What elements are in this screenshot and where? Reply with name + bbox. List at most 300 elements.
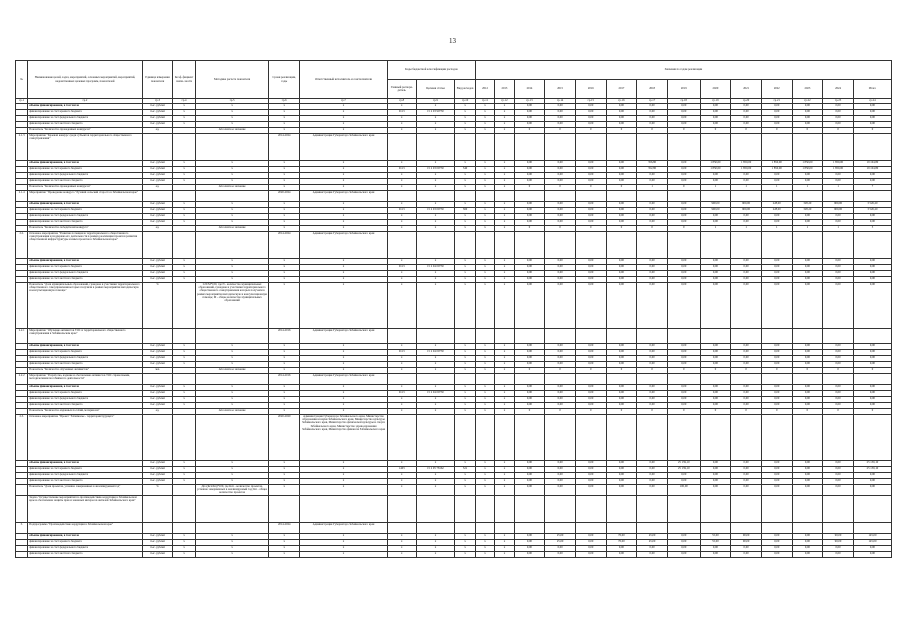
row-unit: тыс. рублей (142, 116, 173, 122)
row-method: x (195, 540, 269, 546)
row-chief-code (387, 415, 416, 461)
row-value-2023 (792, 232, 823, 259)
row-value-2015: 0,00 (545, 362, 576, 368)
row-value-2019: 0,00 (667, 179, 700, 185)
row-value-2018 (637, 523, 668, 534)
row-value-2014: 0,00 (514, 397, 545, 403)
row-article-code (416, 329, 455, 344)
row-responsible: x (300, 546, 388, 552)
row-value-2017: 0,00 (606, 167, 637, 173)
row-value-2012: x (475, 208, 494, 214)
row-value-2014: 0,00 (514, 534, 545, 540)
row-value-2020: 0,00 (700, 173, 731, 179)
header-responsible: Ответственный исполнитель и соисполнители (300, 61, 388, 99)
header-year-2019: 2019 (667, 80, 700, 99)
row-name: Основное мероприятие "Проект "Забайкалье - территория будущего" (28, 415, 142, 461)
table-row (16, 552, 892, 558)
row-value-2022 (761, 191, 792, 202)
row-value-2017: 0,00 (606, 283, 637, 329)
row-value-2023 (792, 496, 823, 523)
row-value-2014 (514, 329, 545, 344)
row-value-2014 (514, 415, 545, 461)
row-article-code: 15 2 04 09730 (416, 391, 455, 397)
row-value-2022: 0,00 (761, 356, 792, 362)
row-term: x (269, 461, 300, 467)
row-kind-code: x (455, 356, 475, 362)
row-number (16, 283, 28, 329)
row-value-2013: x (495, 226, 514, 232)
column-number: гр.19 (700, 99, 731, 104)
row-name: финансирование за счет местного бюджета (28, 179, 142, 185)
row-value-2017: 0,00 (606, 479, 637, 485)
row-kind-code: x (455, 128, 475, 134)
row-kind-code: x (455, 214, 475, 220)
header-budget-codes: Коды бюджетной классификации расходов (387, 61, 475, 80)
row-method: x (195, 344, 269, 350)
row-value-2024 (823, 329, 854, 344)
row-term: 2014-2024 (269, 134, 300, 161)
row-value-2012: x (475, 214, 494, 220)
row-coef: x (173, 202, 195, 208)
row-method (195, 232, 269, 259)
row-article-code: x (416, 403, 455, 409)
row-value-2023: 0,00 (792, 461, 823, 467)
row-responsible: x (300, 179, 388, 185)
row-value-2012: x (475, 356, 494, 362)
row-value-2013: x (495, 534, 514, 540)
row-value-2012 (475, 523, 494, 534)
row-coef: x (173, 467, 195, 473)
row-article-code: 15 2 03 90750 (416, 110, 455, 116)
row-article-code: x (416, 540, 455, 546)
row-value-2013: x (495, 116, 514, 122)
row-name: финансирование за счет местного бюджета (28, 479, 142, 485)
row-value-2022: 1 (761, 226, 792, 232)
row-value-2014: 0,00 (514, 110, 545, 116)
row-kind-code (455, 191, 475, 202)
row-responsible: x (300, 214, 388, 220)
row-unit: тыс. рублей (142, 473, 173, 479)
table-row (16, 485, 892, 496)
row-responsible: Администрация Губернатора Забайкальского края (300, 191, 388, 202)
row-value-2015: 0,00 (545, 552, 576, 558)
row-value-2017: 0,00 (606, 552, 637, 558)
row-kind-code: x (455, 277, 475, 283)
row-value-2021: 900,00 (731, 202, 762, 208)
row-value-2014: 0,00 (514, 208, 545, 214)
row-value-2019: 25 139,10 (667, 467, 700, 473)
row-value-2021: 1 850,00 (731, 161, 762, 167)
row-responsible: Администрация Губернатора Забайкальского края (300, 232, 388, 259)
row-value-2015: 0,00 (545, 265, 576, 271)
row-value-2021: 900,00 (731, 208, 762, 214)
row-value-2018: 0,00 (637, 362, 668, 368)
header-year-2015: 2015 (545, 80, 576, 99)
row-value-2017: 0 (606, 226, 637, 232)
row-value-2016: 0,00 (575, 259, 606, 265)
row-value-2023: 1 850,00 (792, 161, 823, 167)
row-value-2023: 0,00 (792, 344, 823, 350)
row-value-2020: 55,00 (700, 534, 731, 540)
row-value-2014: 0 (514, 409, 545, 415)
row-value-2018: 0 (637, 368, 668, 374)
row-number: 2.1.4 (16, 191, 28, 202)
row-value-2016 (575, 329, 606, 344)
row-value-2016 (575, 191, 606, 202)
row-term: 2014-2024 (269, 232, 300, 259)
row-article-code: x (416, 461, 455, 467)
row-kind-code: x (455, 391, 475, 397)
row-value-2015 (545, 329, 576, 344)
row-responsible (300, 496, 388, 523)
row-coef: x (173, 122, 195, 128)
row-value-2014: 0,00 (514, 202, 545, 208)
table-row (16, 374, 892, 385)
column-number: гр.8 (387, 99, 416, 104)
row-coef (173, 415, 195, 461)
row-name: объемы финансирования, в том числе (28, 344, 142, 350)
row-value-2017: 0,00 (606, 208, 637, 214)
row-value-2023: 0,00 (792, 534, 823, 540)
row-value-2019 (667, 415, 700, 461)
row-coef: x (173, 356, 195, 362)
row-value-2018: 0,00 (637, 467, 668, 473)
row-term: x (269, 540, 300, 546)
row-value-2014: 0,00 (514, 344, 545, 350)
row-value-2018 (637, 232, 668, 259)
row-value-2024 (823, 523, 854, 534)
row-method: x (195, 208, 269, 214)
row-value-2022: 0,00 (761, 461, 792, 467)
row-value-2016 (575, 415, 606, 461)
row-responsible: x (300, 368, 388, 374)
row-coef: x (173, 214, 195, 220)
row-name: объемы финансирования, в том числе (28, 161, 142, 167)
row-value-2019 (667, 232, 700, 259)
row-article-code: x (416, 385, 455, 391)
row-value-2012: x (475, 350, 494, 356)
row-value-2013: x (495, 214, 514, 220)
row-value-2021 (731, 329, 762, 344)
row-value-2021: 0,00 (731, 385, 762, 391)
program-table-container (15, 60, 892, 558)
row-value-2024: 0,00 (823, 350, 854, 356)
row-value-2015: 0,00 (545, 385, 576, 391)
row-value-2023: 0,00 (792, 403, 823, 409)
row-value-2014 (514, 232, 545, 259)
row-chief-code: 0113 (387, 110, 416, 116)
row-value-2021: 0,00 (731, 116, 762, 122)
row-value-2016 (575, 496, 606, 523)
row-method: x (195, 265, 269, 271)
row-value-2021: 0,00 (731, 265, 762, 271)
row-value-2022: 0,00 (761, 397, 792, 403)
row-chief-code: x (387, 259, 416, 265)
row-value-2024: 0,00 (823, 552, 854, 558)
row-value-2022: 0,00 (761, 534, 792, 540)
row-unit: тыс. рублей (142, 479, 173, 485)
row-chief-code: x (387, 485, 416, 496)
column-number: гр.7 (300, 99, 388, 104)
row-name: финансирование за счет краевого бюджета (28, 265, 142, 271)
row-value-2022: 0,00 (761, 546, 792, 552)
row-value-2015: 0,00 (545, 271, 576, 277)
row-coef: x (173, 461, 195, 467)
row-method: x (195, 220, 269, 226)
row-value-2013: x (495, 356, 514, 362)
row-value-2015: 25,00 (545, 540, 576, 546)
row-term: x (269, 271, 300, 277)
row-unit: тыс. рублей (142, 397, 173, 403)
header-year-2020: 2020 (700, 80, 731, 99)
row-name: финансирование за счет местного бюджета (28, 220, 142, 226)
row-value-2019: 0,00 (667, 116, 700, 122)
row-method: x (195, 202, 269, 208)
row-value-2021: 0,00 (731, 467, 762, 473)
row-value-2023: 0,00 (792, 546, 823, 552)
row-value-2018: 0,00 (637, 214, 668, 220)
row-unit: тыс. рублей (142, 220, 173, 226)
row-responsible: Администрация Губернатора Забайкальского края, Министерство образования и науки Забайкальского края, Министерство культуры Забайкальского края, Министерство физической культуры и спорта Забайкальского края, Министерство здравоохранения Забайкальского края, Министерство финансов Забайкальского края (300, 415, 388, 461)
row-responsible: x (300, 185, 388, 191)
row-value-2020 (700, 374, 731, 385)
row-name: финансирование за счет федерального бюджета (28, 397, 142, 403)
row-value-2012: x (475, 385, 494, 391)
row-kind-code: 521 (455, 467, 475, 473)
row-value-2022: 228,00 (761, 202, 792, 208)
row-term: x (269, 202, 300, 208)
row-name: объемы финансирования, в том числе (28, 385, 142, 391)
row-value-2023: 0 (792, 409, 823, 415)
row-value-2024: 0,00 (823, 277, 854, 283)
row-method: Абсолютное значение (195, 226, 269, 232)
row-method (195, 374, 269, 385)
row-total: 0,00 (853, 116, 891, 122)
row-method: Абсолютное значение (195, 409, 269, 415)
row-article-code: x (416, 161, 455, 167)
row-value-2023: 0,00 (792, 179, 823, 185)
row-article-code (416, 374, 455, 385)
row-method (195, 191, 269, 202)
row-kind-code: x (455, 161, 475, 167)
row-value-2024: 0,00 (823, 265, 854, 271)
row-value-2015: 0,00 (545, 397, 576, 403)
row-value-2016: 0,00 (575, 116, 606, 122)
row-total (853, 496, 891, 523)
row-total: 3 526,20 (853, 202, 891, 208)
row-responsible: x (300, 403, 388, 409)
row-value-2022: 0,00 (761, 540, 792, 546)
row-kind-code (455, 329, 475, 344)
row-kind-code: x (455, 350, 475, 356)
row-chief-code: x (387, 403, 416, 409)
row-value-2024 (823, 496, 854, 523)
row-value-2024: 0,00 (823, 473, 854, 479)
row-value-2021: 0 (731, 409, 762, 415)
row-unit: % (142, 485, 173, 496)
row-value-2014: 0,00 (514, 214, 545, 220)
row-coef: x (173, 277, 195, 283)
row-value-2022: 0,00 (761, 259, 792, 265)
row-value-2012 (475, 191, 494, 202)
row-value-2022: 0,00 (761, 391, 792, 397)
row-value-2014: 0,00 (514, 167, 545, 173)
row-value-2018: 0,00 (637, 461, 668, 467)
row-term: x (269, 167, 300, 173)
header-no: № (16, 61, 28, 99)
row-value-2022 (761, 232, 792, 259)
row-value-2015: 0,00 (545, 259, 576, 265)
row-value-2021: 0,00 (731, 283, 762, 329)
row-value-2022: 0 (761, 409, 792, 415)
row-coef: x (173, 167, 195, 173)
row-value-2024 (823, 191, 854, 202)
row-value-2013: x (495, 540, 514, 546)
row-total: 0,00 (853, 104, 891, 110)
row-value-2014: 0,00 (514, 179, 545, 185)
row-value-2017: 0,00 (606, 344, 637, 350)
row-value-2014: 0,00 (514, 403, 545, 409)
row-value-2023: 0,00 (792, 283, 823, 329)
row-value-2019: 0 (667, 185, 700, 191)
row-value-2021: 0,00 (731, 461, 762, 467)
row-value-2013: x (495, 173, 514, 179)
row-value-2012: x (475, 277, 494, 283)
row-value-2024: 0,00 (823, 461, 854, 467)
row-value-2014: 0,00 (514, 283, 545, 329)
row-value-2019: 0,00 (667, 271, 700, 277)
row-unit (142, 523, 173, 534)
row-responsible: x (300, 104, 388, 110)
row-value-2023: 0,00 (792, 397, 823, 403)
row-unit (142, 374, 173, 385)
row-name: финансирование за счет местного бюджета (28, 403, 142, 409)
row-value-2024: 0 (823, 409, 854, 415)
row-total: 0,00 (853, 259, 891, 265)
row-coef: x (173, 173, 195, 179)
row-chief-code: x (387, 397, 416, 403)
row-name: Показатель "Количество проведенных конкурсов" (28, 128, 142, 134)
row-article-code: x (416, 473, 455, 479)
row-value-2017: 0,00 (606, 467, 637, 473)
row-chief-code: x (387, 546, 416, 552)
row-value-2017: 0,00 (606, 391, 637, 397)
row-value-2020: 1 850,00 (700, 167, 731, 173)
row-term: x (269, 473, 300, 479)
row-total: 0 (853, 128, 891, 134)
column-number: гр.9 (416, 99, 455, 104)
row-chief-code: 0113 (387, 350, 416, 356)
row-value-2012: x (475, 259, 494, 265)
row-kind-code: x (455, 259, 475, 265)
row-value-2022 (761, 523, 792, 534)
row-value-2023: 0,00 (792, 485, 823, 496)
row-responsible: x (300, 283, 388, 329)
header-year-2012: 2012 (475, 80, 494, 99)
row-responsible: x (300, 265, 388, 271)
row-value-2013 (495, 374, 514, 385)
row-value-2024: 0,00 (823, 110, 854, 116)
row-chief-code: x (387, 214, 416, 220)
row-name: финансирование за счет краевого бюджета (28, 208, 142, 214)
table-row (16, 523, 892, 534)
row-value-2017: 0,00 (606, 116, 637, 122)
row-value-2014: 0,00 (514, 485, 545, 496)
row-method (195, 523, 269, 534)
row-coef (173, 374, 195, 385)
row-value-2013 (495, 523, 514, 534)
row-coef: x (173, 161, 195, 167)
row-value-2019 (667, 191, 700, 202)
row-value-2014: 0,00 (514, 552, 545, 558)
row-value-2015: 0,00 (545, 344, 576, 350)
row-total (853, 329, 891, 344)
row-term: x (269, 385, 300, 391)
row-unit: тыс. рублей (142, 461, 173, 467)
row-value-2016: 0 (575, 185, 606, 191)
row-value-2013: x (495, 546, 514, 552)
row-coef: x (173, 116, 195, 122)
row-value-2019 (667, 329, 700, 344)
row-method: x (195, 104, 269, 110)
row-value-2017: 0,00 (606, 202, 637, 208)
row-coef: x (173, 534, 195, 540)
row-value-2024: 0,00 (823, 104, 854, 110)
row-unit: тыс. рублей (142, 391, 173, 397)
row-value-2017: 0,00 (606, 265, 637, 271)
row-name: финансирование за счет федерального бюджета (28, 356, 142, 362)
row-value-2015: 0 (545, 185, 576, 191)
column-number: гр.18 (667, 99, 700, 104)
row-value-2018: 0,00 (637, 202, 668, 208)
row-responsible: x (300, 552, 388, 558)
row-kind-code: x (455, 202, 475, 208)
row-term: 2014-2016 (269, 374, 300, 385)
row-value-2014: 0 (514, 128, 545, 134)
row-total: 5 (853, 226, 891, 232)
row-value-2019 (667, 374, 700, 385)
row-total: 0,00 (853, 403, 891, 409)
row-chief-code: 0113 (387, 208, 416, 214)
row-value-2020: 0,00 (700, 397, 731, 403)
row-term: x (269, 259, 300, 265)
column-number: гр.10 (455, 99, 475, 104)
row-value-2012: x (475, 173, 494, 179)
row-kind-code: x (455, 479, 475, 485)
row-coef: x (173, 403, 195, 409)
row-chief-code: x (387, 479, 416, 485)
row-value-2018: 0,00 (637, 277, 668, 283)
row-value-2016: 0,00 (575, 208, 606, 214)
row-article-code: 15 2 03 09730 (416, 208, 455, 214)
row-value-2022: 0,00 (761, 479, 792, 485)
row-value-2022: 0 (761, 128, 792, 134)
row-method: x (195, 473, 269, 479)
row-value-2024: 0,00 (823, 546, 854, 552)
row-name: финансирование за счет краевого бюджета (28, 110, 142, 116)
row-article-code (416, 415, 455, 461)
row-value-2015: 0,00 (545, 479, 576, 485)
row-value-2020: 1 (700, 226, 731, 232)
row-value-2014: 0,00 (514, 461, 545, 467)
row-value-2019 (667, 496, 700, 523)
row-kind-code: x (455, 220, 475, 226)
row-article-code: x (416, 259, 455, 265)
row-chief-code: x (387, 534, 416, 540)
row-chief-code: x (387, 220, 416, 226)
row-value-2014: 0,00 (514, 473, 545, 479)
row-value-2013: x (495, 185, 514, 191)
